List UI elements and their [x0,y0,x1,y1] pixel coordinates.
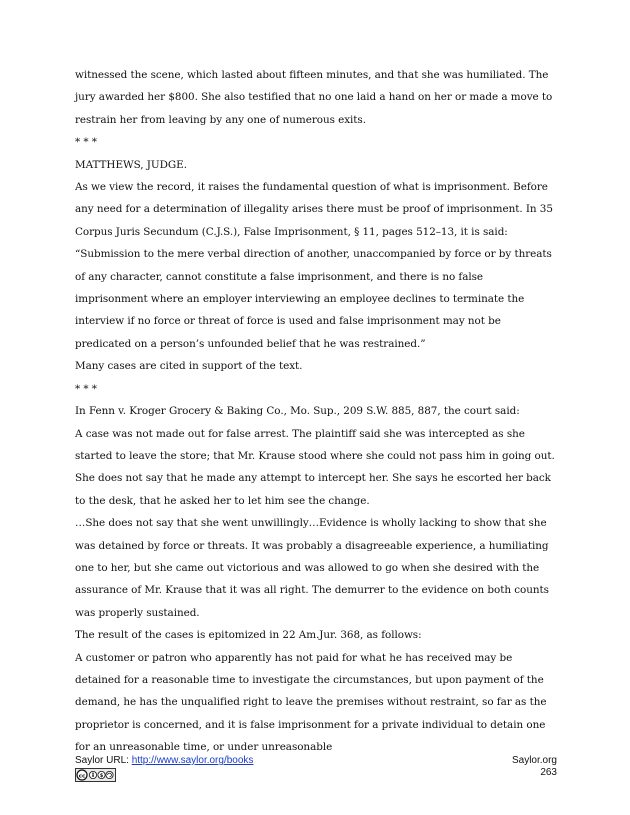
quoted-paragraph: …She does not say that she went unwillingly…Evidence is wholly lacking to show that she was detained by force or threats. It was probably a disagreeable experience, a humiliating one to her, but she came out victorious and was allowed to go when she desired with the assurance of Mr. Krause that it was all right. The demurrer to the evidence on both counts was properly sustained. [75,517,549,619]
svg-text:$: $ [99,774,104,779]
paragraph: The result of the cases is epitomized in 22 Am.Jur. 368, as follows: [75,629,422,642]
paragraph: In Fenn v. Kroger Grocery & Baking Co., Mo. Sup., 209 S.W. 885, 887, the court said: [75,405,520,418]
paragraph: Many cases are cited in support of the text. [75,360,303,373]
footer-source [75,755,253,767]
paragraph: witnessed the scene, which lasted about fifteen minutes, and that she was humiliated. The jury awarded her $800. She also testified that no one laid a hand on her or made a move to restrain her from leaving by any one of numerous exits. [75,69,553,126]
section-break: * * * [75,382,97,395]
page-number: 263 [540,767,557,778]
saylor-books-link[interactable]: http://www.saylor.org/books [131,755,254,766]
document-body [75,64,557,759]
footer-url-label: Saylor URL: [75,755,132,766]
cc-license-icon[interactable] [75,768,116,782]
judge-heading: MATTHEWS, JUDGE. [75,158,187,171]
footer-site: Saylor.org [511,755,557,766]
svg-text:cc: cc [78,773,86,780]
paragraph: As we view the record, it raises the fundamental question of what is imprisonment. Before any need for a determination of illegality arises there must be proof of imprisonment. In 35 Corpus Juris Secundum (C.J.S.), False Imprisonment, § 11, pages 512–13, it is said: “Submission to the mere verbal direction of another, unaccompanied by force or by threats of any character, cannot constitute a false imprisonment, and there is no false imprisonment where an employer interviewing an employee declines to terminate the interview if no force or threat of force is used and false imprisonment may not be predicated on a person’s unfounded belief that he was restrained.” [75,181,553,350]
quoted-paragraph: A case was not made out for false arrest. The plaintiff said she was intercepted as she started to leave the store; that Mr. Krause stood where she could not pass him in going out. She does not say that he made any attempt to intercept her. She says he escorted her back to the desk, that he asked her to let him see the change. [75,427,555,507]
quoted-paragraph: A customer or patron who apparently has not paid for what he has received may be detained for a reasonable time to investigate the circumstances, but upon payment of the demand, he has the unqualified right to leave the premises without restraint, so far as the proprietor is concerned, and it is false imprisonment for a private individual to detain one for an unreasonable time, or under unreasonable [75,651,547,754]
footer-page-info [512,755,557,779]
section-break: * * * [75,136,97,149]
